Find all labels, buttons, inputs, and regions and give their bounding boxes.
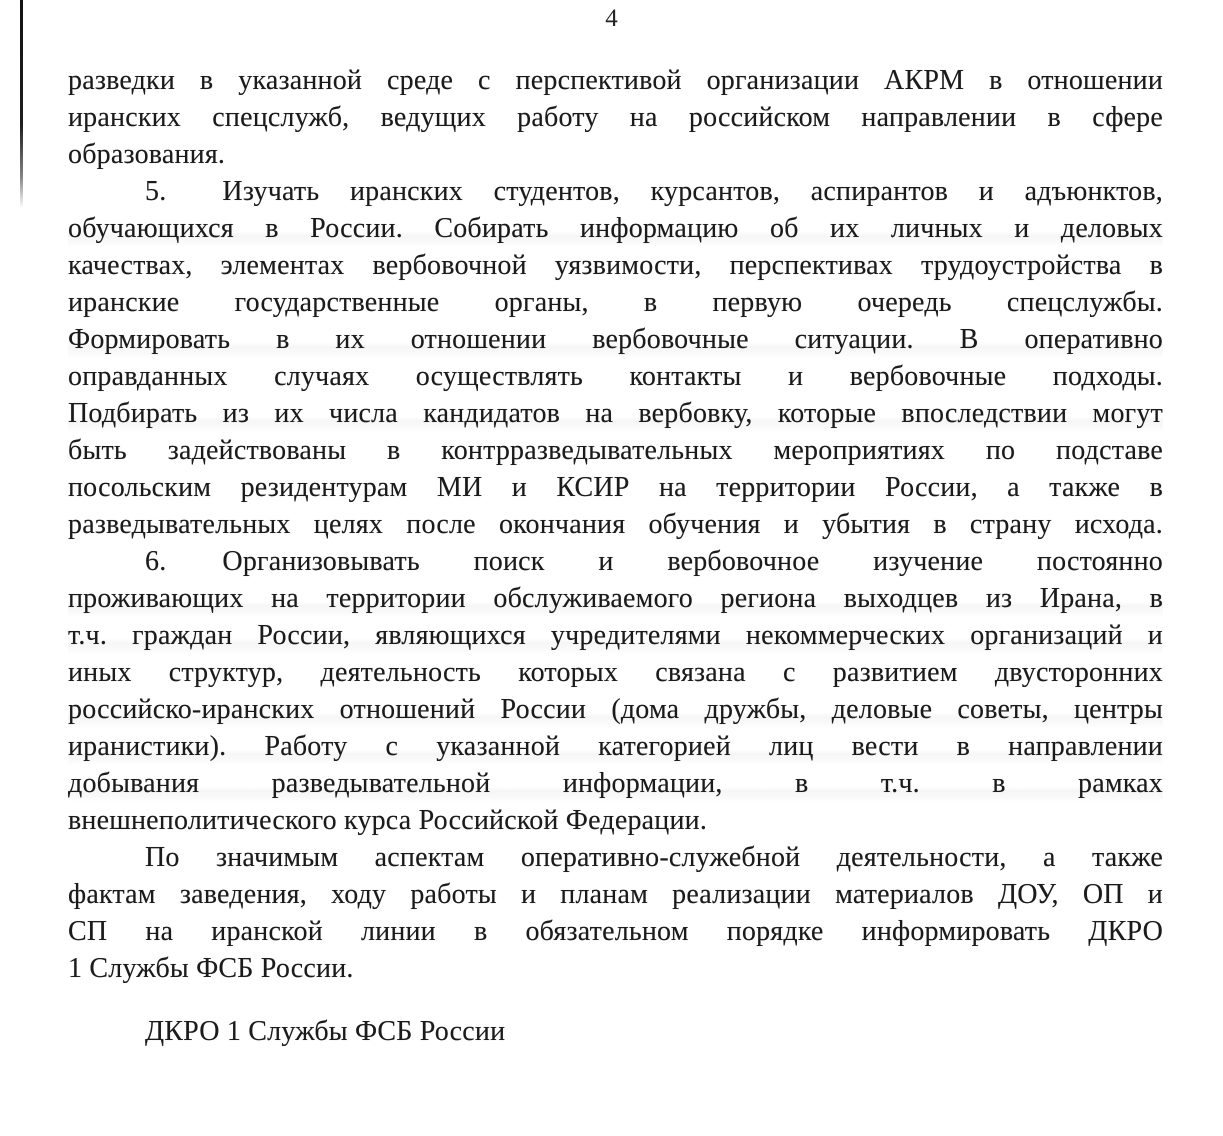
text-line: быть задействованы в контрразведывательных мероприятиях по подставе [68, 435, 1163, 466]
text-line: иранских спецслужб, ведущих работу на российском направлении в сфере [68, 102, 1163, 133]
text-line: обучающихся в России. Собирать информацию об их личных и деловых [68, 210, 1163, 247]
text-line: оправданных случаях осуществлять контакты и вербовочные подходы. [68, 361, 1163, 392]
text-line: иранистики). Работу с указанной категорией лиц вести в направлении [68, 728, 1163, 765]
text-line: качествах, элементах вербовочной уязвимости, перспективах трудоустройства в [68, 250, 1163, 281]
text-line: т.ч. граждан России, являющихся учредителями некоммерческих организаций и [68, 617, 1163, 654]
line-text: Организовывать поиск и вербовочное изучение постоянно [222, 546, 1163, 577]
text-line: образования. [68, 139, 226, 170]
text-line: Подбирать из их числа кандидатов на вербовку, которые впоследствии могут [68, 395, 1163, 432]
document-body [68, 62, 1163, 1050]
text-line paragraph-start: По значимым аспектам оперативно-служебной деятельности, а также [145, 842, 1163, 873]
text-line: разведывательных целях после окончания обучения и убытия в страну исхода. [68, 509, 1163, 540]
list-number: 5. [145, 176, 167, 207]
text-line: иранские государственные органы, в первую очередь спецслужбы. [68, 287, 1163, 318]
text-line: добывания разведывательной информации, в т.ч. в рамках [68, 765, 1163, 802]
text-line: разведки в указанной среде с перспективой организации АКРМ в отношении [68, 65, 1163, 96]
text-line: внешнеполитического курса Российской Федерации. [68, 805, 708, 836]
text-line: 1 Службы ФСБ России. [68, 953, 354, 984]
line-text: Изучать иранских студентов, курсантов, аспирантов и адъюнктов, [222, 176, 1163, 207]
list-number: 6. [145, 546, 167, 577]
text-line numbered-paragraph-start [68, 173, 1163, 210]
text-line: иных структур, деятельность которых связана с развитием двусторонних [68, 657, 1163, 688]
text-line: фактам заведения, ходу работы и планам реализации материалов ДОУ, ОП и [68, 879, 1163, 910]
page-number: 4 [605, 5, 618, 32]
text-line: Формировать в их отношении вербовочные ситуации. В оперативно [68, 321, 1163, 358]
text-line numbered-paragraph-start [68, 543, 1163, 580]
text-line: российско-иранских отношений России (дома дружбы, деловые советы, центры [68, 691, 1163, 728]
text-line: посольским резидентурам МИ и КСИР на территории России, а также в [68, 472, 1163, 503]
text-line: проживающих на территории обслуживаемого региона выходцев из Ирана, в [68, 580, 1163, 617]
signature-line: ДКРО 1 Службы ФСБ России [145, 1016, 506, 1047]
text-line: СП на иранской линии в обязательном порядке информировать ДКРО [68, 916, 1163, 947]
